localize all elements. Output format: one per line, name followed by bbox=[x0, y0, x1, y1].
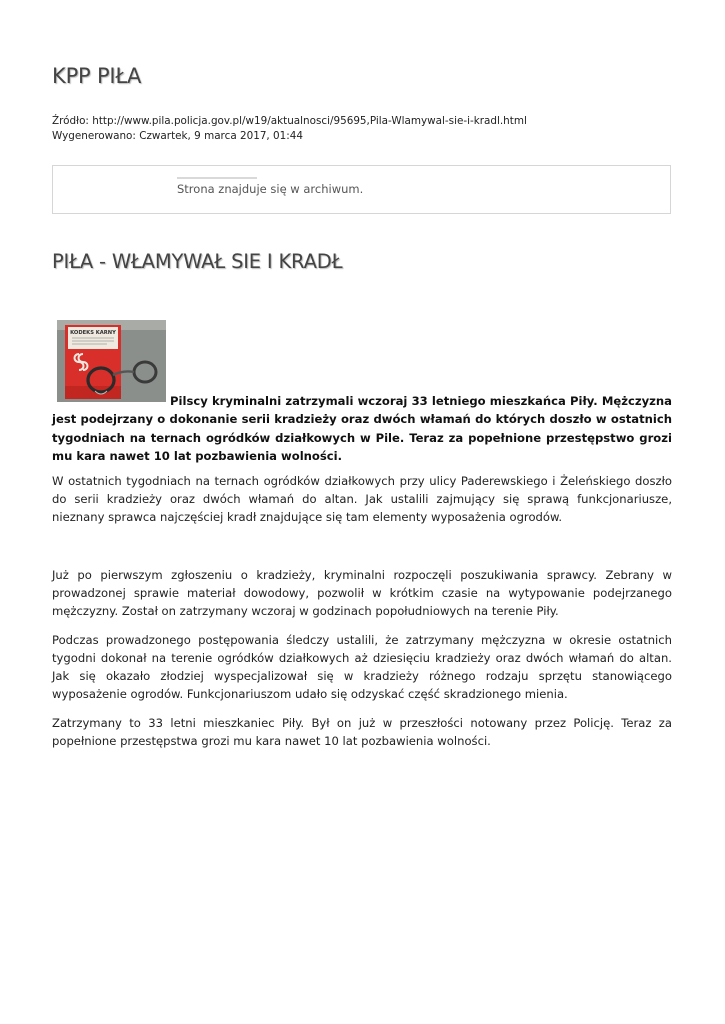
archive-notice-box bbox=[52, 165, 671, 214]
archive-divider bbox=[177, 177, 257, 179]
article-title: PIŁA - WŁAMYWAŁ SIE I KRADŁ bbox=[52, 250, 343, 273]
article-paragraph: Już po pierwszym zgłoszeniu o kradzieży, kryminalni rozpoczęli poszukiwania sprawcy. Zebrany w prowadzonej sprawie materiał dowodowy, pozwolił w krótkim czasie na wytypowanie podejrzanego mężczyzny. Został on zatrzymany wczoraj w godzinach popołudniowych na terenie Piły. bbox=[52, 568, 672, 618]
document-meta bbox=[52, 114, 527, 143]
article-paragraph: W ostatnich tygodniach na ternach ogródków działkowych przy ulicy Paderewskiego i Żeleńskiego doszło do serii kradzieży oraz dwóch włamań do altan. Jak ustalili zajmujący się sprawą funkcjonariusze, nieznany sprawca najczęściej kradł znajdujące się tam elementy wyposażenia ogrodów. bbox=[52, 474, 672, 524]
article-image bbox=[57, 320, 166, 402]
source-line: Źródło: http://www.pila.policja.gov.pl/w19/aktualnosci/95695,Pila-Wlamywal-sie-i-kradl.html bbox=[52, 115, 527, 127]
archive-notice: Strona znajduje się w archiwum. bbox=[177, 182, 364, 196]
article-lead: Pilscy kryminalni zatrzymali wczoraj 33 letniego mieszkańca Piły. Mężczyzna jest podejrzany o dokonanie serii kradzieży oraz dwóch włamań do których doszło w ostatnich tygodniach na ternach ogródków działkowych w Pile. Teraz za popełnione przestępstwo grozi mu kara nawet 10 lat pozbawienia wolności. bbox=[52, 394, 672, 464]
article-paragraph: Zatrzymany to 33 letni mieszkaniec Piły. Był on już w przeszłości notowany przez Policję. Teraz za popełnione przestępstwa grozi mu kara nawet 10 lat pozbawienia wolności. bbox=[52, 716, 672, 748]
site-title: KPP PIŁA bbox=[52, 64, 142, 88]
book-label: KODEKS KARNY bbox=[70, 330, 116, 336]
article-paragraph: Podczas prowadzonego postępowania śledczy ustalili, że zatrzymany mężczyzna w okresie ostatnich tygodni dokonał na terenie ogródków działkowych aż dziesięciu kradzieży oraz dwóch włamań do altan. Jak się okazało złodziej wyspecjalizował się w kradzieży różnego rodzaju sprzętu stanowiącego wyposażenie ogrodów. Funkcjonariuszom udało się odzyskać część skradzionego mienia. bbox=[52, 633, 672, 701]
generated-line: Wygenerowano: Czwartek, 9 marca 2017, 01:44 bbox=[52, 129, 303, 142]
